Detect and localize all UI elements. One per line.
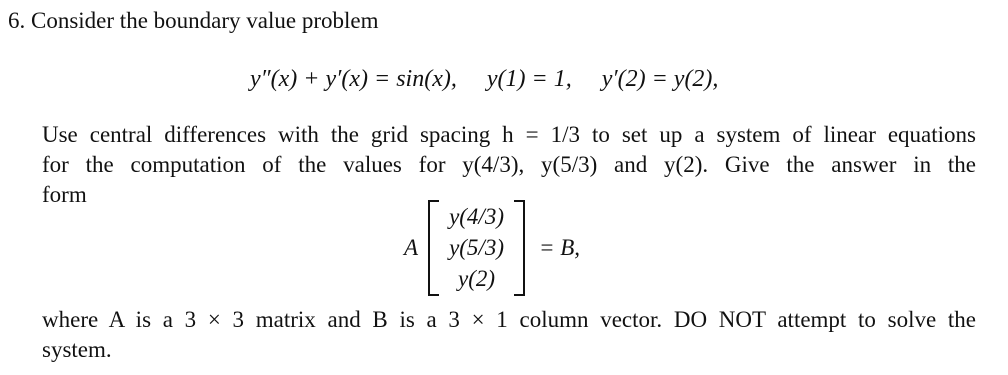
para1-line3: form	[42, 182, 87, 207]
problem-number: 6.	[8, 8, 26, 33]
vector-entry-2: y(5/3)	[449, 235, 504, 260]
para1-line1: Use central differences with the grid spacing h = 1/3 to set up a system of linear equations	[42, 122, 976, 147]
para1-line2: for the computation of the values for y(4/3), y(5/3) and y(2). Give the answer in the	[42, 152, 976, 177]
problem-intro: Consider the boundary value problem	[31, 8, 379, 33]
left-bracket	[428, 200, 439, 296]
boundary-condition-2: y′(2) = y(2),	[601, 66, 719, 92]
boundary-condition-1: y(1) = 1,	[486, 66, 572, 92]
para2-line2: system.	[42, 337, 112, 362]
vector-entry-3: y(2)	[458, 266, 496, 291]
boundary-value-equation	[250, 64, 718, 94]
matrix-A-symbol: A	[404, 235, 419, 260]
vector-column	[439, 202, 514, 294]
right-bracket	[514, 200, 525, 296]
ode-equation: y″(x) + y′(x) = sin(x),	[250, 66, 457, 92]
vector-entry-1: y(4/3)	[449, 204, 504, 229]
matrix-equation	[404, 200, 580, 296]
para2-line1: where A is a 3 × 3 matrix and B is a 3 × 1 column vector. DO NOT attempt to solve the	[42, 307, 976, 332]
matrix-rhs: = B,	[538, 235, 581, 260]
problem-intro-line	[8, 6, 378, 36]
